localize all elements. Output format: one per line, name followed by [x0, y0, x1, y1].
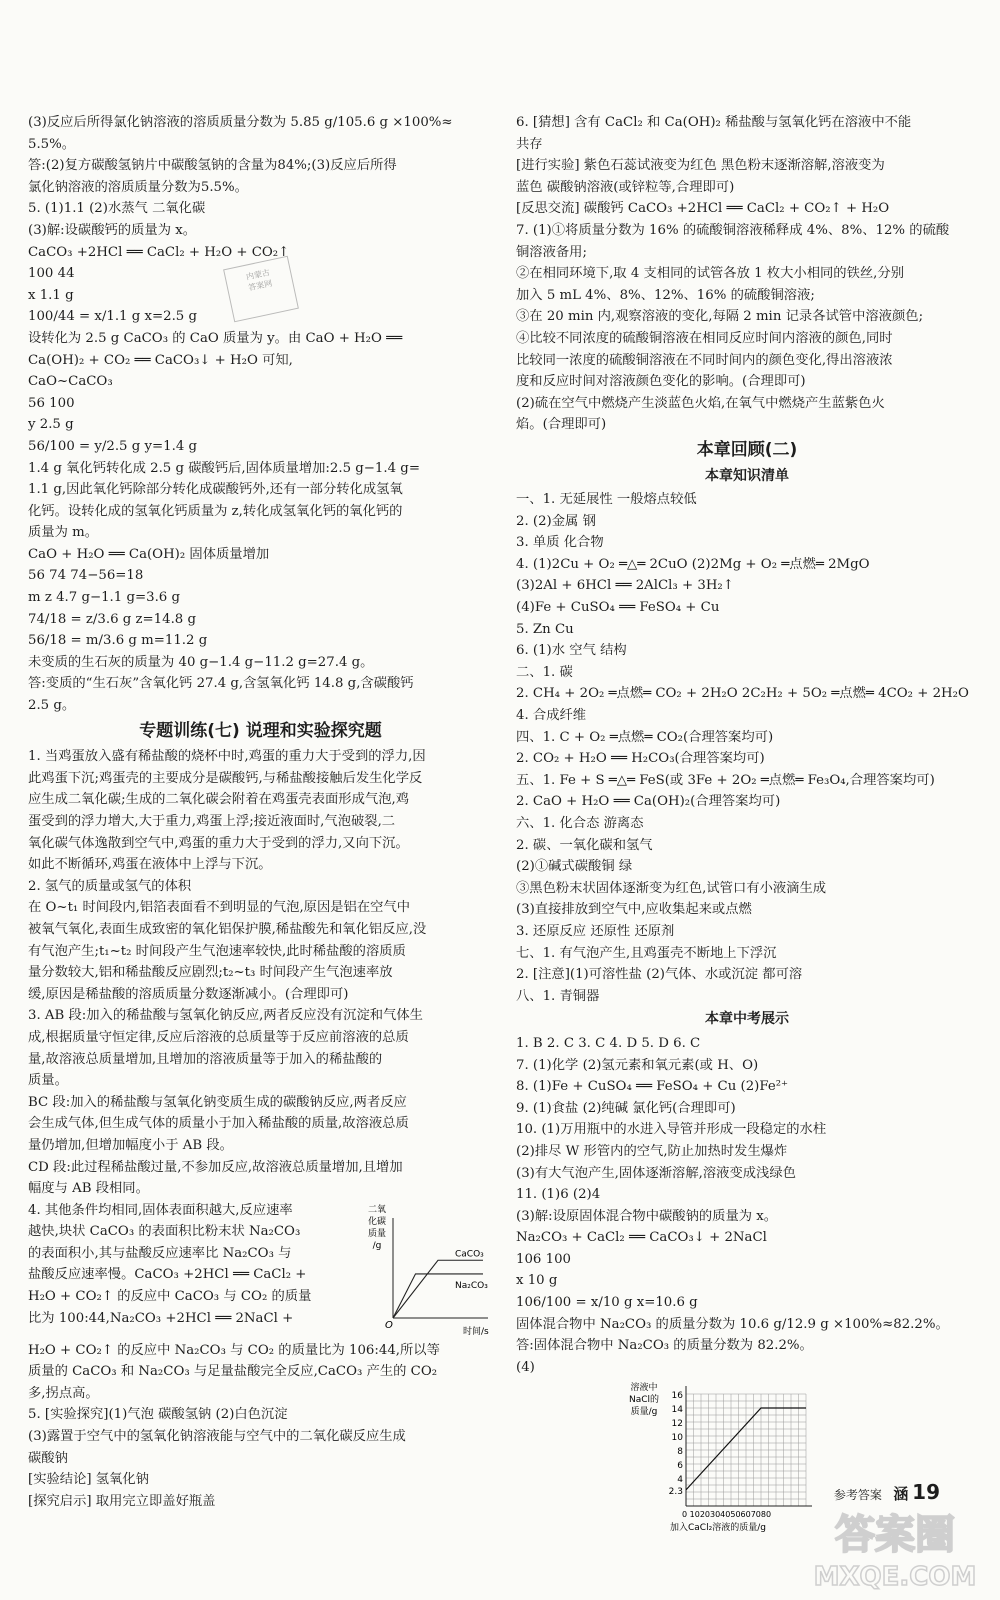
answer-line: 氯化钠溶液的溶质质量分数为5.5%。 — [28, 179, 248, 195]
answer-line: 化钙。设转化成的氢氧化钙质量为 z,转化成氢氧化钙的氧化钙的 — [28, 503, 403, 519]
training-line: CD 段:此过程稀盐酸过量,不参加反应,故溶液总质量增加,且增加 — [28, 1159, 403, 1175]
knowledge-line: (4)Fe + CuSO₄ ══ FeSO₄ + Cu — [516, 600, 720, 616]
exam-line: 7. (1)化学 (2)氢元素和氧元素(或 H、O) — [516, 1057, 759, 1073]
section-title-chapter-review-2: 本章回顾(二) — [696, 439, 798, 460]
answer-line: 1.4 g 氧化钙转化成 2.5 g 碳酸钙后,固体质量增加:2.5 g−1.4 g= — [28, 460, 420, 476]
q4-line: 4. 其他条件均相同,固体表面积越大,反应速率 — [28, 1202, 293, 1218]
answer-line: 100/44 = x/1.1 g x=2.5 g — [28, 309, 197, 325]
series-label-1: CaCO₃ — [455, 1248, 484, 1259]
answer-line: Ca(OH)₂ + CO₂ ══ CaCO₃↓ + H₂O 可知, — [28, 352, 293, 368]
x-axis-label: 时间/s — [463, 1326, 489, 1337]
knowledge-line: 2. CH₄ + 2O₂ ═点燃═ CO₂ + 2H₂O 2C₂H₂ + 5O₂ ═点燃═ 4CO₂ + 2H₂O — [516, 686, 969, 702]
knowledge-line: ③黑色粉末状固体逐渐变为红色,试管口有小液滴生成 — [516, 880, 827, 896]
exam-line: 11. (1)6 (2)4 — [516, 1187, 601, 1203]
answer-line: [反思交流] 碳酸钙 CaCO₃ +2HCl ══ CaCl₂ + CO₂↑ + H₂O — [516, 201, 890, 217]
training-line: 会生成气体,但生成气体的质量小于加入稀盐酸的质量,故溶液总质 — [28, 1116, 409, 1132]
training-line: 成,根据质量守恒定律,反应后溶液的总质量等于反应前溶液的总质 — [28, 1029, 409, 1045]
answer-line: 5. (1)1.1 (2)水蒸气 二氧化碳 — [28, 201, 206, 217]
answer-line: ②在相同环境下,取 4 支相同的试管各放 1 枚大小相同的铁丝,分别 — [516, 266, 904, 282]
answer-line: CaO~CaCO₃ — [28, 374, 113, 390]
answer-line: 5.5%。 — [28, 136, 76, 152]
co2-mass-time-chart — [363, 1200, 493, 1340]
left-column — [28, 112, 493, 1512]
knowledge-line: 3. 单质 化合物 — [516, 535, 604, 551]
answer-line: (3)反应后所得氯化钠溶液的溶质质量分数为 5.85 g/105.6 g ×100%≈ — [28, 115, 453, 130]
training-line: 氧化碳气体逸散到空气中,鸡蛋的重力大于受到的浮力,又向下沉。 — [28, 835, 409, 851]
q5-line: H₂O + CO₂↑ 的反应中 Na₂CO₃ 与 CO₂ 的质量比为 106:44,所以等 — [28, 1342, 440, 1358]
exam-line: (4) — [516, 1359, 535, 1375]
y-axis-label: /g — [372, 1240, 382, 1251]
answer-line: m z 4.7 g−1.1 g=3.6 g — [28, 590, 181, 606]
exam-line: 答:固体混合物中 Na₂CO₃ 的质量分数为 82.2%。 — [516, 1338, 813, 1354]
answer-line: 56/100 = y/2.5 g y=1.4 g — [28, 438, 198, 454]
knowledge-line: 6. (1)水 空气 结构 — [516, 643, 627, 659]
training-line: 蛋受到的浮力增大,大于重力,鸡蛋上浮;接近液面时,气泡破裂,二 — [28, 814, 396, 829]
exam-line: x 10 g — [516, 1273, 558, 1289]
training-line: 幅度与 AB 段相同。 — [28, 1181, 149, 1197]
training-line: 量仍增加,但增加幅度小于 AB 段。 — [28, 1137, 233, 1153]
training-line: 缓,原因是稀盐酸的溶质质量分数逐渐减小。(合理即可) — [28, 986, 349, 1002]
training-line: 1. 当鸡蛋放入盛有稀盐酸的烧杯中时,鸡蛋的重力大于受到的浮力,因 — [28, 749, 426, 765]
x-axis-label: 加入CaCl₂溶液的质量/g — [670, 1523, 766, 1534]
training-line: 在 O~t₁ 时间段内,铝箔表面看不到明显的气泡,原因是铝在空气中 — [28, 900, 411, 916]
knowledge-line: (3)直接排放到空气中,应收集起来或点燃 — [516, 902, 752, 918]
y-tick-label: 12 — [671, 1419, 683, 1430]
training-line: 量,故溶液总质量增加,且增加的溶液质量等于加入的稀盐酸的 — [28, 1051, 383, 1067]
answer-line: 比较同一浓度的硫酸铜溶液在不同时间内的颜色变化,得出溶液浓 — [516, 352, 893, 368]
knowledge-line: 5. Zn Cu — [516, 621, 574, 637]
knowledge-line: 3. 还原反应 还原性 还原剂 — [516, 923, 675, 939]
y-axis-label: 质量/g — [630, 1407, 658, 1418]
knowledge-line: 2. [注意](1)可溶性盐 (2)气体、水或沉淀 都可溶 — [516, 967, 803, 983]
knowledge-line: 七、1. 有气泡产生,且鸡蛋壳不断地上下浮沉 — [516, 945, 777, 961]
answer-line: 度和反应时间对溶液颜色变化的影响。(合理即可) — [516, 374, 806, 390]
question-4-row — [28, 1200, 493, 1340]
stamp-line-2: 答案网 — [247, 278, 273, 293]
q4-line: 的表面积小,其与盐酸反应速率比 Na₂CO₃ 与 — [28, 1245, 292, 1261]
answer-line: 答:(2)复方碳酸氢钠片中碳酸氢钠的含量为84%;(3)反应后所得 — [28, 158, 397, 174]
exam-line: (3)解:设原固体混合物中碳酸钠的质量为 x。 — [516, 1208, 778, 1224]
exam-line: 8. (1)Fe + CuSO₄ ══ FeSO₄ + Cu (2)Fe²⁺ — [516, 1079, 789, 1095]
y-tick-label: 2.3 — [668, 1487, 683, 1498]
exam-line: 1. B 2. C 3. C 4. D 5. D 6. C — [516, 1035, 701, 1051]
y-tick-label: 4 — [677, 1475, 683, 1486]
knowledge-line: (2)①碱式碳酸铜 绿 — [516, 859, 633, 875]
knowledge-line: 2. (2)金属 钢 — [516, 513, 596, 529]
y-axis-label: NaCl的 — [628, 1395, 660, 1406]
knowledge-line: 4. (1)2Cu + O₂ ═△═ 2CuO (2)2Mg + O₂ ═点燃═ 2MgO — [516, 556, 870, 572]
exam-line: 9. (1)食盐 (2)纯碱 氯化钙(合理即可) — [516, 1100, 736, 1116]
knowledge-line: 4. 合成纤维 — [516, 708, 587, 724]
exam-line: 10. (1)万用瓶中的水进入导管并形成一段稳定的水柱 — [516, 1122, 827, 1138]
answer-line: 铜溶液备用; — [516, 244, 587, 260]
exam-line: 106 100 — [516, 1251, 571, 1267]
q5-line: [实验结论] 氢氧化钠 — [28, 1472, 149, 1488]
question-5-text — [28, 1340, 493, 1513]
answer-line: CaO + H₂O ══ Ca(OH)₂ 固体质量增加 — [28, 546, 270, 562]
answer-line: 56/18 = m/3.6 g m=11.2 g — [28, 633, 208, 649]
answer-line: ③在 20 min 内,观察溶液的变化,每隔 2 min 记录各试管中溶液颜色; — [516, 309, 924, 325]
training-line: 质量。 — [28, 1073, 68, 1089]
exam-line: (3)有大气泡产生,固体逐渐溶解,溶液变成浅绿色 — [516, 1165, 796, 1181]
knowledge-line: 八、1. 青铜器 — [516, 988, 600, 1004]
q5-line: 碳酸钠 — [28, 1450, 68, 1466]
y-tick-label: 14 — [671, 1405, 683, 1416]
q5-line: 多,拐点高。 — [28, 1385, 99, 1401]
exam-line: Na₂CO₃ + CaCl₂ ══ CaCO₃↓ + 2NaCl — [516, 1230, 767, 1246]
training-line: 被氧气氧化,表面生成致密的氧化铝保护膜,稀盐酸先和氧化铝反应,没 — [28, 921, 427, 937]
answer-line: 1.1 g,因此氧化钙除部分转化成碳酸钙外,还有一部分转化成氢氧 — [28, 482, 403, 498]
answer-line: 焰。(合理即可) — [516, 417, 607, 433]
knowledge-list — [516, 489, 978, 1007]
q4-line: H₂O + CO₂↑ 的反应中 CaCO₃ 与 CO₂ 的质量 — [28, 1289, 312, 1305]
answer-line: CaCO₃ +2HCl ══ CaCl₂ + H₂O + CO₂↑ — [28, 244, 290, 260]
knowledge-line: 2. 碳、一氧化碳和氢气 — [516, 837, 653, 853]
knowledge-line: 一、1. 无延展性 一般熔点较低 — [516, 492, 697, 508]
y-tick-label: 8 — [677, 1447, 683, 1458]
answer-line: 56 74 74−56=18 — [28, 568, 144, 584]
answer-line: 56 100 — [28, 395, 75, 411]
knowledge-line: 2. CO₂ + H₂O ══ H₂CO₃(合理答案均可) — [516, 751, 765, 767]
y-axis-label: 溶液中 — [630, 1383, 658, 1394]
answer-line: 质量为 m。 — [28, 525, 99, 541]
q5-line: [探究启示] 取用完立即盖好瓶盖 — [28, 1493, 216, 1509]
question-4-text — [28, 1200, 363, 1330]
answer-line: 未变质的生石灰的质量为 40 g−1.4 g−11.2 g=27.4 g。 — [28, 654, 374, 670]
answer-line: ④比较不同浓度的硫酸铜溶液在相同反应时间内溶液的颜色,同时 — [516, 330, 893, 346]
q4-line: 比为 100:44,Na₂CO₃ +2HCl ══ 2NaCl + — [28, 1310, 294, 1326]
stamp-line-1: 内蒙古 — [245, 267, 271, 282]
answer-line: 设转化为 2.5 g CaCO₃ 的 CaO 质量为 y。由 CaO + H₂O ══ — [28, 330, 403, 346]
exam-showcase-answers — [516, 1033, 978, 1379]
knowledge-line: 二、1. 碳 — [516, 664, 573, 680]
answer-line: 蓝色 碳酸钠溶液(或锌粒等,合理即可) — [516, 179, 735, 195]
answer-line: 答:变质的“生石灰”含氧化钙 27.4 g,含氢氧化钙 14.8 g,含碳酸钙 — [28, 676, 414, 692]
q5-line: 质量的 CaCO₃ 和 Na₂CO₃ 与足量盐酸完全反应,CaCO₃ 产生的 CO₂ — [28, 1364, 438, 1380]
answer-line: 100 44 — [28, 266, 75, 282]
training-line: 如此不断循环,鸡蛋在液体中上浮与下沉。 — [28, 857, 272, 873]
section-title-special-training-7: 专题训练(七) 说理和实验探究题 — [139, 720, 382, 741]
exam-line: 固体混合物中 Na₂CO₃ 的质量分数为 10.6 g/12.9 g ×100%≈82.2%。 — [516, 1316, 949, 1332]
q5-line: 5. [实验探究](1)气泡 碳酸氢钠 (2)白色沉淀 — [28, 1407, 288, 1423]
answer-line: 加入 5 mL 4%、8%、12%、16% 的硫酸铜溶液; — [516, 287, 815, 303]
training-line: 量分数较大,铝和稀盐酸反应剧烈;t₂~t₃ 时间段产生气泡速率放 — [28, 965, 393, 981]
q4-line: 盐酸反应速率慢。CaCO₃ +2HCl ══ CaCl₂ + — [28, 1267, 307, 1283]
answer-line: 6. [猜想] 含有 CaCl₂ 和 Ca(OH)₂ 稀盐酸与氢氧化钙在溶液中不能 — [516, 115, 912, 130]
y-axis-label: 质量 — [367, 1228, 387, 1239]
y-tick-label: 10 — [671, 1433, 683, 1444]
answer-line: 2.5 g。 — [28, 698, 76, 714]
training-line: 2. 氢气的质量或氢气的体积 — [28, 878, 192, 894]
q5-line: (3)露置于空气中的氢氧化钠溶液能与空气中的二氧化碳反应生成 — [28, 1429, 406, 1445]
answer-line: y 2.5 g — [28, 417, 74, 433]
watermark-logo — [800, 1500, 990, 1595]
answer-block-5 — [28, 112, 493, 717]
origin-label: O — [385, 1319, 393, 1331]
footer-mark: 涵 — [893, 1485, 909, 1503]
training-line: 3. AB 段:加入的稀盐酸与氢氧化钠反应,两者反应没有沉淀和气体生 — [28, 1008, 423, 1024]
knowledge-line: 六、1. 化合态 游离态 — [516, 816, 644, 831]
y-tick-label: 16 — [671, 1391, 683, 1402]
exam-showcase-title: 本章中考展示 — [705, 1011, 789, 1028]
knowledge-line: 五、1. Fe + S ═△═ FeS(或 3Fe + 2O₂ ═点燃═ Fe₃O₄,合理答案均可) — [516, 772, 935, 788]
training-line: 此鸡蛋下沉;鸡蛋壳的主要成分是碳酸钙,与稀盐酸接触后发生化学反 — [28, 770, 423, 786]
answer-line: (2)硫在空气中燃烧产生淡蓝色火焰,在氧气中燃烧产生蓝紫色火 — [516, 395, 885, 411]
knowledge-line: 2. CaO + H₂O ══ Ca(OH)₂(合理答案均可) — [516, 794, 781, 810]
answers-6-7 — [516, 112, 978, 436]
y-axis-label: 二氧 — [367, 1204, 387, 1215]
exam-line: 106/100 = x/10 g x=10.6 g — [516, 1295, 698, 1311]
y-tick-label: 6 — [677, 1461, 683, 1472]
page-number: 19 — [912, 1480, 940, 1504]
footer-label: 参考答案 — [833, 1488, 882, 1502]
q4-line: 越快,块状 CaCO₃ 的表面积比粉末状 Na₂CO₃ — [28, 1224, 301, 1240]
y-axis-label: 化碳 — [367, 1216, 387, 1227]
svg-text:MXQE.COM: MXQE.COM — [813, 1562, 977, 1592]
training-line: BC 段:加入的稀盐酸与氢氧化钠变质生成的碳酸钠反应,两者反应 — [28, 1094, 407, 1110]
x-tick-labels: 0 1020304050607080 — [682, 1510, 772, 1520]
knowledge-line: 四、1. C + O₂ ═点燃═ CO₂(合理答案均可) — [516, 729, 774, 745]
answer-line: [进行实验] 紫色石蕊试液变为红色 黑色粉末逐渐溶解,溶液变为 — [516, 158, 885, 174]
training-line: 有气泡产生;t₁~t₂ 时间段产生气泡速率较快,此时稀盐酸的溶质质 — [28, 943, 406, 959]
knowledge-list-title: 本章知识清单 — [705, 467, 789, 484]
svg-text:答案圈: 答案圈 — [835, 1512, 955, 1558]
answer-line: 74/18 = z/3.6 g z=14.8 g — [28, 611, 197, 627]
series-label-2: Na₂CO₃ — [455, 1280, 488, 1291]
special-training-answers — [28, 746, 493, 1199]
right-column — [516, 112, 978, 1546]
answer-line: 7. (1)①将质量分数为 16% 的硫酸铜溶液稀释成 4%、8%、12% 的硫酸 — [516, 222, 950, 238]
knowledge-line: (3)2Al + 6HCl ══ 2AlCl₃ + 3H₂↑ — [516, 578, 734, 594]
answer-line: x 1.1 g — [28, 287, 74, 303]
exam-line: (2)排尽 W 形管内的空气,防止加热时发生爆炸 — [516, 1143, 788, 1159]
answer-line: (3)解:设碳酸钙的质量为 x。 — [28, 222, 197, 238]
training-line: 应生成二氧化碳;生成的二氧化碳会附着在鸡蛋壳表面形成气泡,鸡 — [28, 792, 410, 808]
answer-line: 共存 — [516, 136, 543, 152]
